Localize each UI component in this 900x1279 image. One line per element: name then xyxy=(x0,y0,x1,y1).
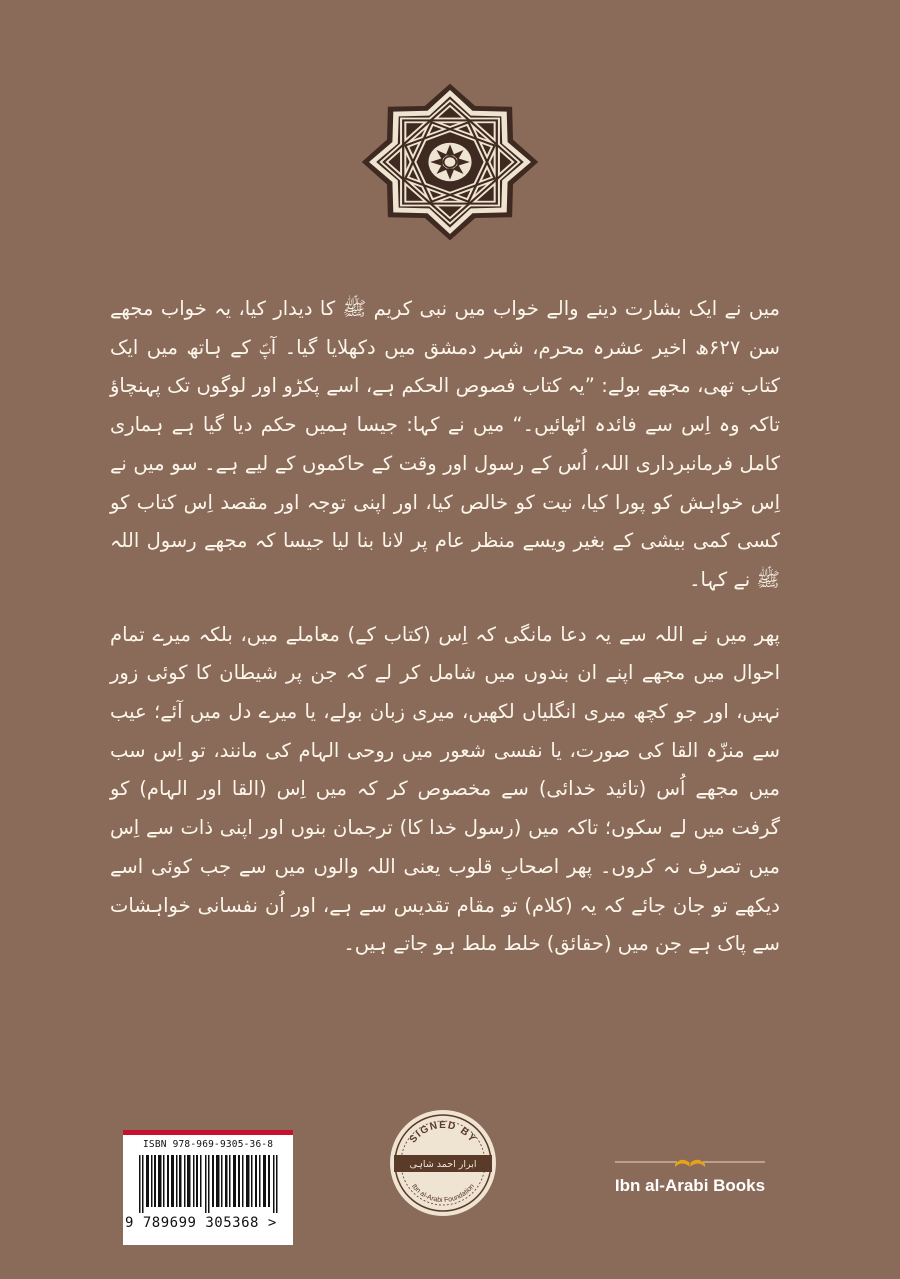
seal-bottom-text: Ibn al-Arabi Foundation xyxy=(409,1182,477,1205)
paragraph-1: میں نے ایک بشارت دینے والے خواب میں نبی کریم ﷺ کا دیدار کیا، یہ خواب مجھے سن ۶۲۷ھ اخیر عشرہ محرم، شہر دمشق میں دکھلایا گیا۔ آپؐ کے ہاتھ میں ایک کتاب تھی، مجھے بولے: ”یہ کتاب فصوص الحکم ہے، اسے پکڑو اور لوگوں تک پہنچاؤ تاکہ وہ اِس سے فائدہ اٹھائیں۔“ میں نے کہا: جیسا ہمیں حکم دیا گیا ہے ہماری کامل فرمانبرداری اللہ، اُس کے رسول اور وقت کے حاکموں کے لیے ہے۔ سو میں نے اِس خواہش کو پورا کیا، نیت کو خالص کیا، اور اپنی توجہ اور مقصد اِس کتاب کو کسی کمی بیشی کے بغیر ویسے منظر عام پر لانا بنا لیا جیسا کہ مجھے رسول اللہ ﷺ نے کہا۔ xyxy=(110,297,781,591)
isbn-barcode xyxy=(123,1130,293,1245)
publisher-logo xyxy=(595,1154,785,1214)
publisher-name: Ibn al-Arabi Books xyxy=(614,1176,766,1195)
seal-name: ابرار احمد شاہی xyxy=(409,1159,477,1170)
barcode-bars-icon xyxy=(139,1155,279,1213)
seal-top-text: SIGNED BY xyxy=(407,1119,479,1146)
open-book-icon xyxy=(615,1152,765,1172)
signed-seal xyxy=(388,1108,498,1218)
body-text xyxy=(110,290,780,964)
isbn-digits: 9 789699 305368 > xyxy=(125,1215,277,1231)
geometric-ornament-icon xyxy=(360,82,540,242)
isbn-label: ISBN 978-969-9305-36-8 xyxy=(143,1139,274,1150)
paragraph-2: پھر میں نے اللہ سے یہ دعا مانگی کہ اِس (کتاب کے) معاملے میں، بلکہ میرے تمام احوال میں مجھے اپنے ان بندوں میں شامل کر لے کہ جن پر شیطان کا کوئی زور نہیں، اور جو کچھ میری انگلیاں لکھیں، میری زبان بولے، یا میرے دل میں آئے؛ عیب سے منزّہ القا کی صورت، یا نفسی شعور میں روحی الہام کی مانند، تو اِس سب میں مجھے اُس (تائید خدائی) سے مخصوص کر کہ میں اِس (القا اور الہام) کو گرفت میں لے سکوں؛ تاکہ میں (رسول خدا کا) ترجمان بنوں اور اپنی ذات سے اِس میں تصرف نہ کروں۔ پھر اصحابِ قلوب یعنی اللہ والوں میں سے جب کوئی اسے دیکھے تو جان جائے کہ یہ (کلام) تو مقام تقدیس سے ہے، اور اُن نفسانی خواہشات سے پاک ہے جن میں (حقائق) خلط ملط ہو جاتے ہیں۔ xyxy=(110,622,780,956)
